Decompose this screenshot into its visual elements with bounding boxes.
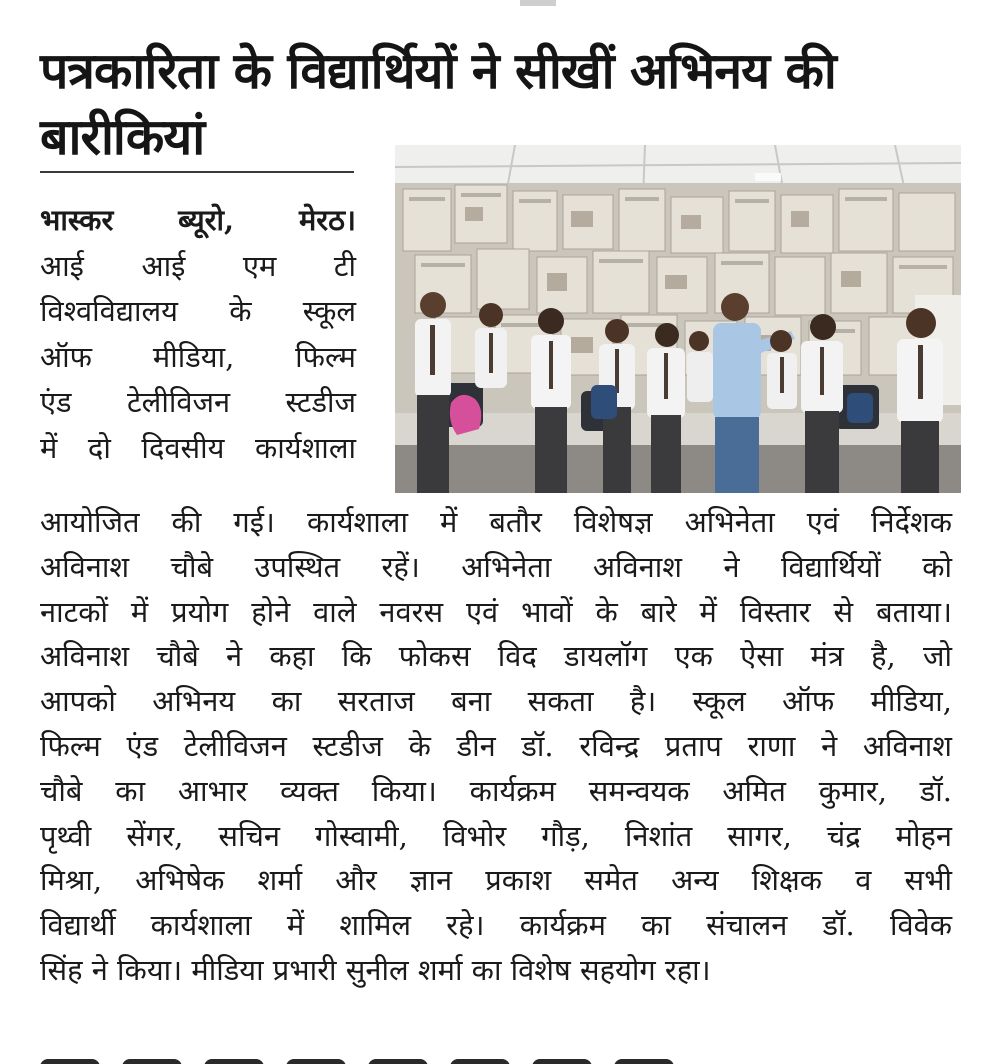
headline-divider <box>40 171 354 173</box>
article-photo <box>395 145 961 493</box>
dateline: भास्कर ब्यूरो, मेरठ। <box>40 203 356 237</box>
next-article-heading-edge <box>40 1054 720 1064</box>
body-line: एंड टेलीविजन स्टडीज <box>40 385 356 419</box>
body-line: नाटकों में प्रयोग होने वाले नवरस एवं भावों के बारे में विस्तार से बताया। <box>40 594 952 629</box>
body-line: मिश्रा, अभिषेक शर्मा और ज्ञान प्रकाश समेत अन्य शिक्षक व सभी <box>40 863 952 898</box>
body-line: अविनाश चौबे ने कहा कि फोकस विद डायलॉग एक ऐसा मंत्र है, जो <box>40 639 952 674</box>
article-body-narrow <box>40 198 356 471</box>
body-line: सिंह ने किया। मीडिया प्रभारी सुनील शर्मा का विशेष सहयोग रहा। <box>40 952 711 987</box>
body-line: विद्यार्थी कार्यशाला में शामिल रहे। कार्यक्रम का संचालन डॉ. विवेक <box>40 908 952 943</box>
body-line: ऑफ मीडिया, फिल्म <box>40 339 356 374</box>
body-line: विश्वविद्यालय के स्कूल <box>40 294 356 328</box>
body-line: आयोजित की गई। कार्यशाला में बतौर विशेषज्ञ अभिनेता एवं निर्देशक <box>40 505 952 539</box>
previous-article-edge <box>520 0 556 6</box>
article-body-wide <box>40 500 952 993</box>
body-line: अविनाश चौबे उपस्थित रहें। अभिनेता अविनाश ने विद्यार्थियों को <box>40 549 952 584</box>
body-line: में दो दिवसीय कार्यशाला <box>40 430 356 465</box>
body-line: फिल्म एंड टेलीविजन स्टडीज के डीन डॉ. रविन्द्र प्रताप राणा ने अविनाश <box>40 728 952 763</box>
article-headline: पत्रकारिता के विद्यार्थियों ने सीखीं अभिनय की बारीकियां <box>40 42 836 166</box>
body-line: आई आई एम टी <box>40 248 356 283</box>
body-line: चौबे का आभार व्यक्त किया। कार्यक्रम समन्वयक अमित कुमार, डॉ. <box>40 773 952 808</box>
body-line: पृथ्वी सेंगर, सचिन गोस्वामी, विभोर गौड़, निशांत सागर, चंद्र मोहन <box>40 818 952 853</box>
body-line: आपको अभिनय का सरताज बना सकता है। स्कूल ऑफ मीडिया, <box>40 684 952 719</box>
